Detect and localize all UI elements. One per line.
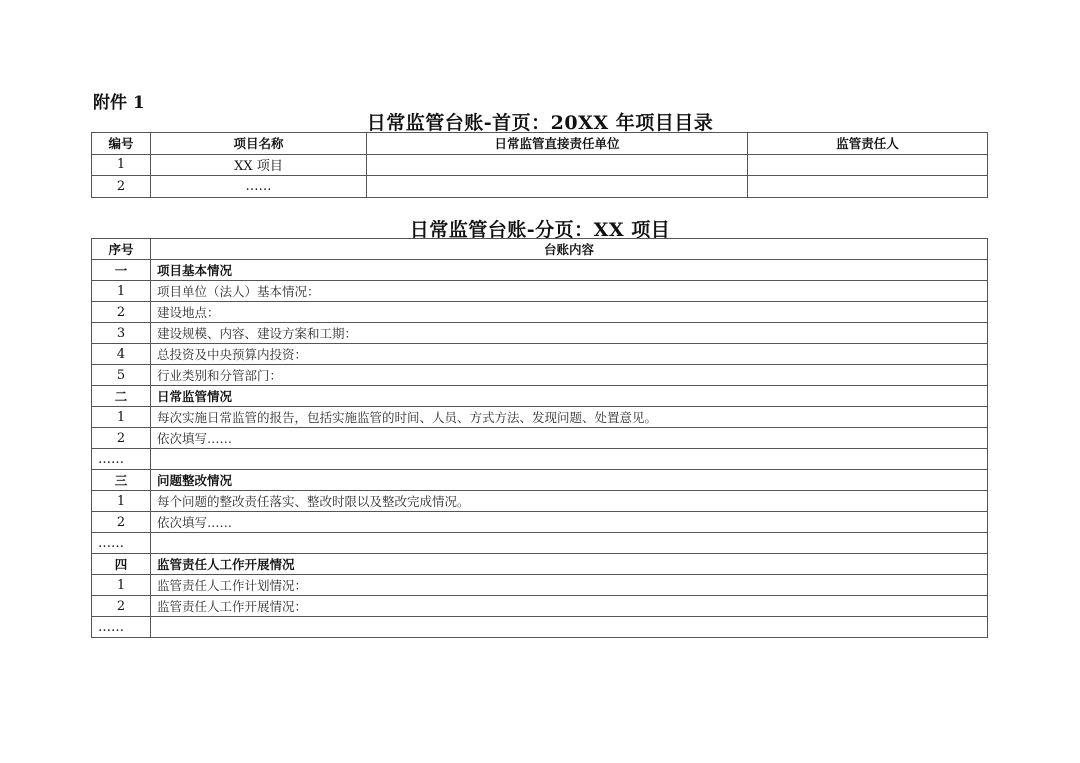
table-row	[92, 344, 988, 365]
cell-number: 1	[92, 154, 151, 176]
cell-serial: 三	[92, 470, 151, 491]
cell-serial: 1	[92, 407, 151, 428]
cell-content: 行业类别和分管部门：	[151, 365, 988, 386]
directory-header-row	[92, 133, 988, 155]
cell-content: 日常监管情况	[151, 386, 988, 407]
cell-serial: 1	[92, 281, 151, 302]
table-row	[92, 449, 988, 470]
cell-project-name: ……	[151, 176, 367, 198]
directory-table	[91, 132, 988, 198]
table-row	[92, 323, 988, 344]
section-row	[92, 470, 988, 491]
cell-content: 监管责任人工作计划情况：	[151, 575, 988, 596]
table-row	[92, 491, 988, 512]
cell-serial: 4	[92, 344, 151, 365]
table-row	[92, 302, 988, 323]
ledger-title: 日常监管台账-分页：XX 项目	[409, 219, 671, 241]
ledger-header-row	[92, 239, 988, 260]
cell-serial: 2	[92, 512, 151, 533]
attachment-label: 附件 1	[93, 93, 145, 113]
table-row	[92, 512, 988, 533]
cell-serial: 一	[92, 260, 151, 281]
cell-serial: 2	[92, 596, 151, 617]
table-row	[92, 407, 988, 428]
directory-title: 日常监管台账-首页：20XX 年项目目录	[366, 112, 714, 134]
cell-content: 总投资及中央预算内投资：	[151, 344, 988, 365]
cell-content: 项目基本情况	[151, 260, 988, 281]
table-row	[92, 617, 988, 638]
cell-number: 2	[92, 176, 151, 198]
header-serial: 序号	[92, 239, 151, 260]
table-row	[92, 428, 988, 449]
cell-serial: ……	[92, 533, 151, 554]
cell-content: 建设地点：	[151, 302, 988, 323]
cell-serial: ……	[92, 617, 151, 638]
cell-content	[151, 533, 988, 554]
header-responsible-person: 监管责任人	[748, 133, 988, 155]
cell-serial: 5	[92, 365, 151, 386]
table-row	[92, 365, 988, 386]
cell-content: 项目单位（法人）基本情况：	[151, 281, 988, 302]
cell-serial: 2	[92, 302, 151, 323]
ledger-table	[91, 238, 988, 638]
cell-content	[151, 617, 988, 638]
table-row	[92, 281, 988, 302]
cell-content	[151, 449, 988, 470]
cell-responsible-person	[748, 176, 988, 198]
cell-content: 依次填写……	[151, 428, 988, 449]
cell-content: 建设规模、内容、建设方案和工期：	[151, 323, 988, 344]
header-number: 编号	[92, 133, 151, 155]
cell-responsible-person	[748, 154, 988, 176]
table-row	[92, 533, 988, 554]
cell-serial: 1	[92, 491, 151, 512]
cell-serial: ……	[92, 449, 151, 470]
cell-content: 每次实施日常监管的报告，包括实施监管的时间、人员、方式方法、发现问题、处置意见。	[151, 407, 988, 428]
header-responsible-unit: 日常监管直接责任单位	[367, 133, 748, 155]
table-row	[92, 154, 988, 176]
cell-responsible-unit	[367, 176, 748, 198]
cell-content: 监管责任人工作开展情况：	[151, 596, 988, 617]
cell-serial: 二	[92, 386, 151, 407]
cell-content: 问题整改情况	[151, 470, 988, 491]
cell-content: 依次填写……	[151, 512, 988, 533]
cell-project-name: XX 项目	[151, 154, 367, 176]
table-row	[92, 176, 988, 198]
header-ledger-content: 台账内容	[151, 239, 988, 260]
cell-content: 每个问题的整改责任落实、整改时限以及整改完成情况。	[151, 491, 988, 512]
section-row	[92, 386, 988, 407]
cell-serial: 1	[92, 575, 151, 596]
cell-responsible-unit	[367, 154, 748, 176]
cell-content: 监管责任人工作开展情况	[151, 554, 988, 575]
ledger-body	[92, 260, 988, 638]
table-row	[92, 575, 988, 596]
cell-serial: 2	[92, 428, 151, 449]
header-project-name: 项目名称	[151, 133, 367, 155]
section-row	[92, 554, 988, 575]
table-row	[92, 596, 988, 617]
cell-serial: 四	[92, 554, 151, 575]
cell-serial: 3	[92, 323, 151, 344]
section-row	[92, 260, 988, 281]
